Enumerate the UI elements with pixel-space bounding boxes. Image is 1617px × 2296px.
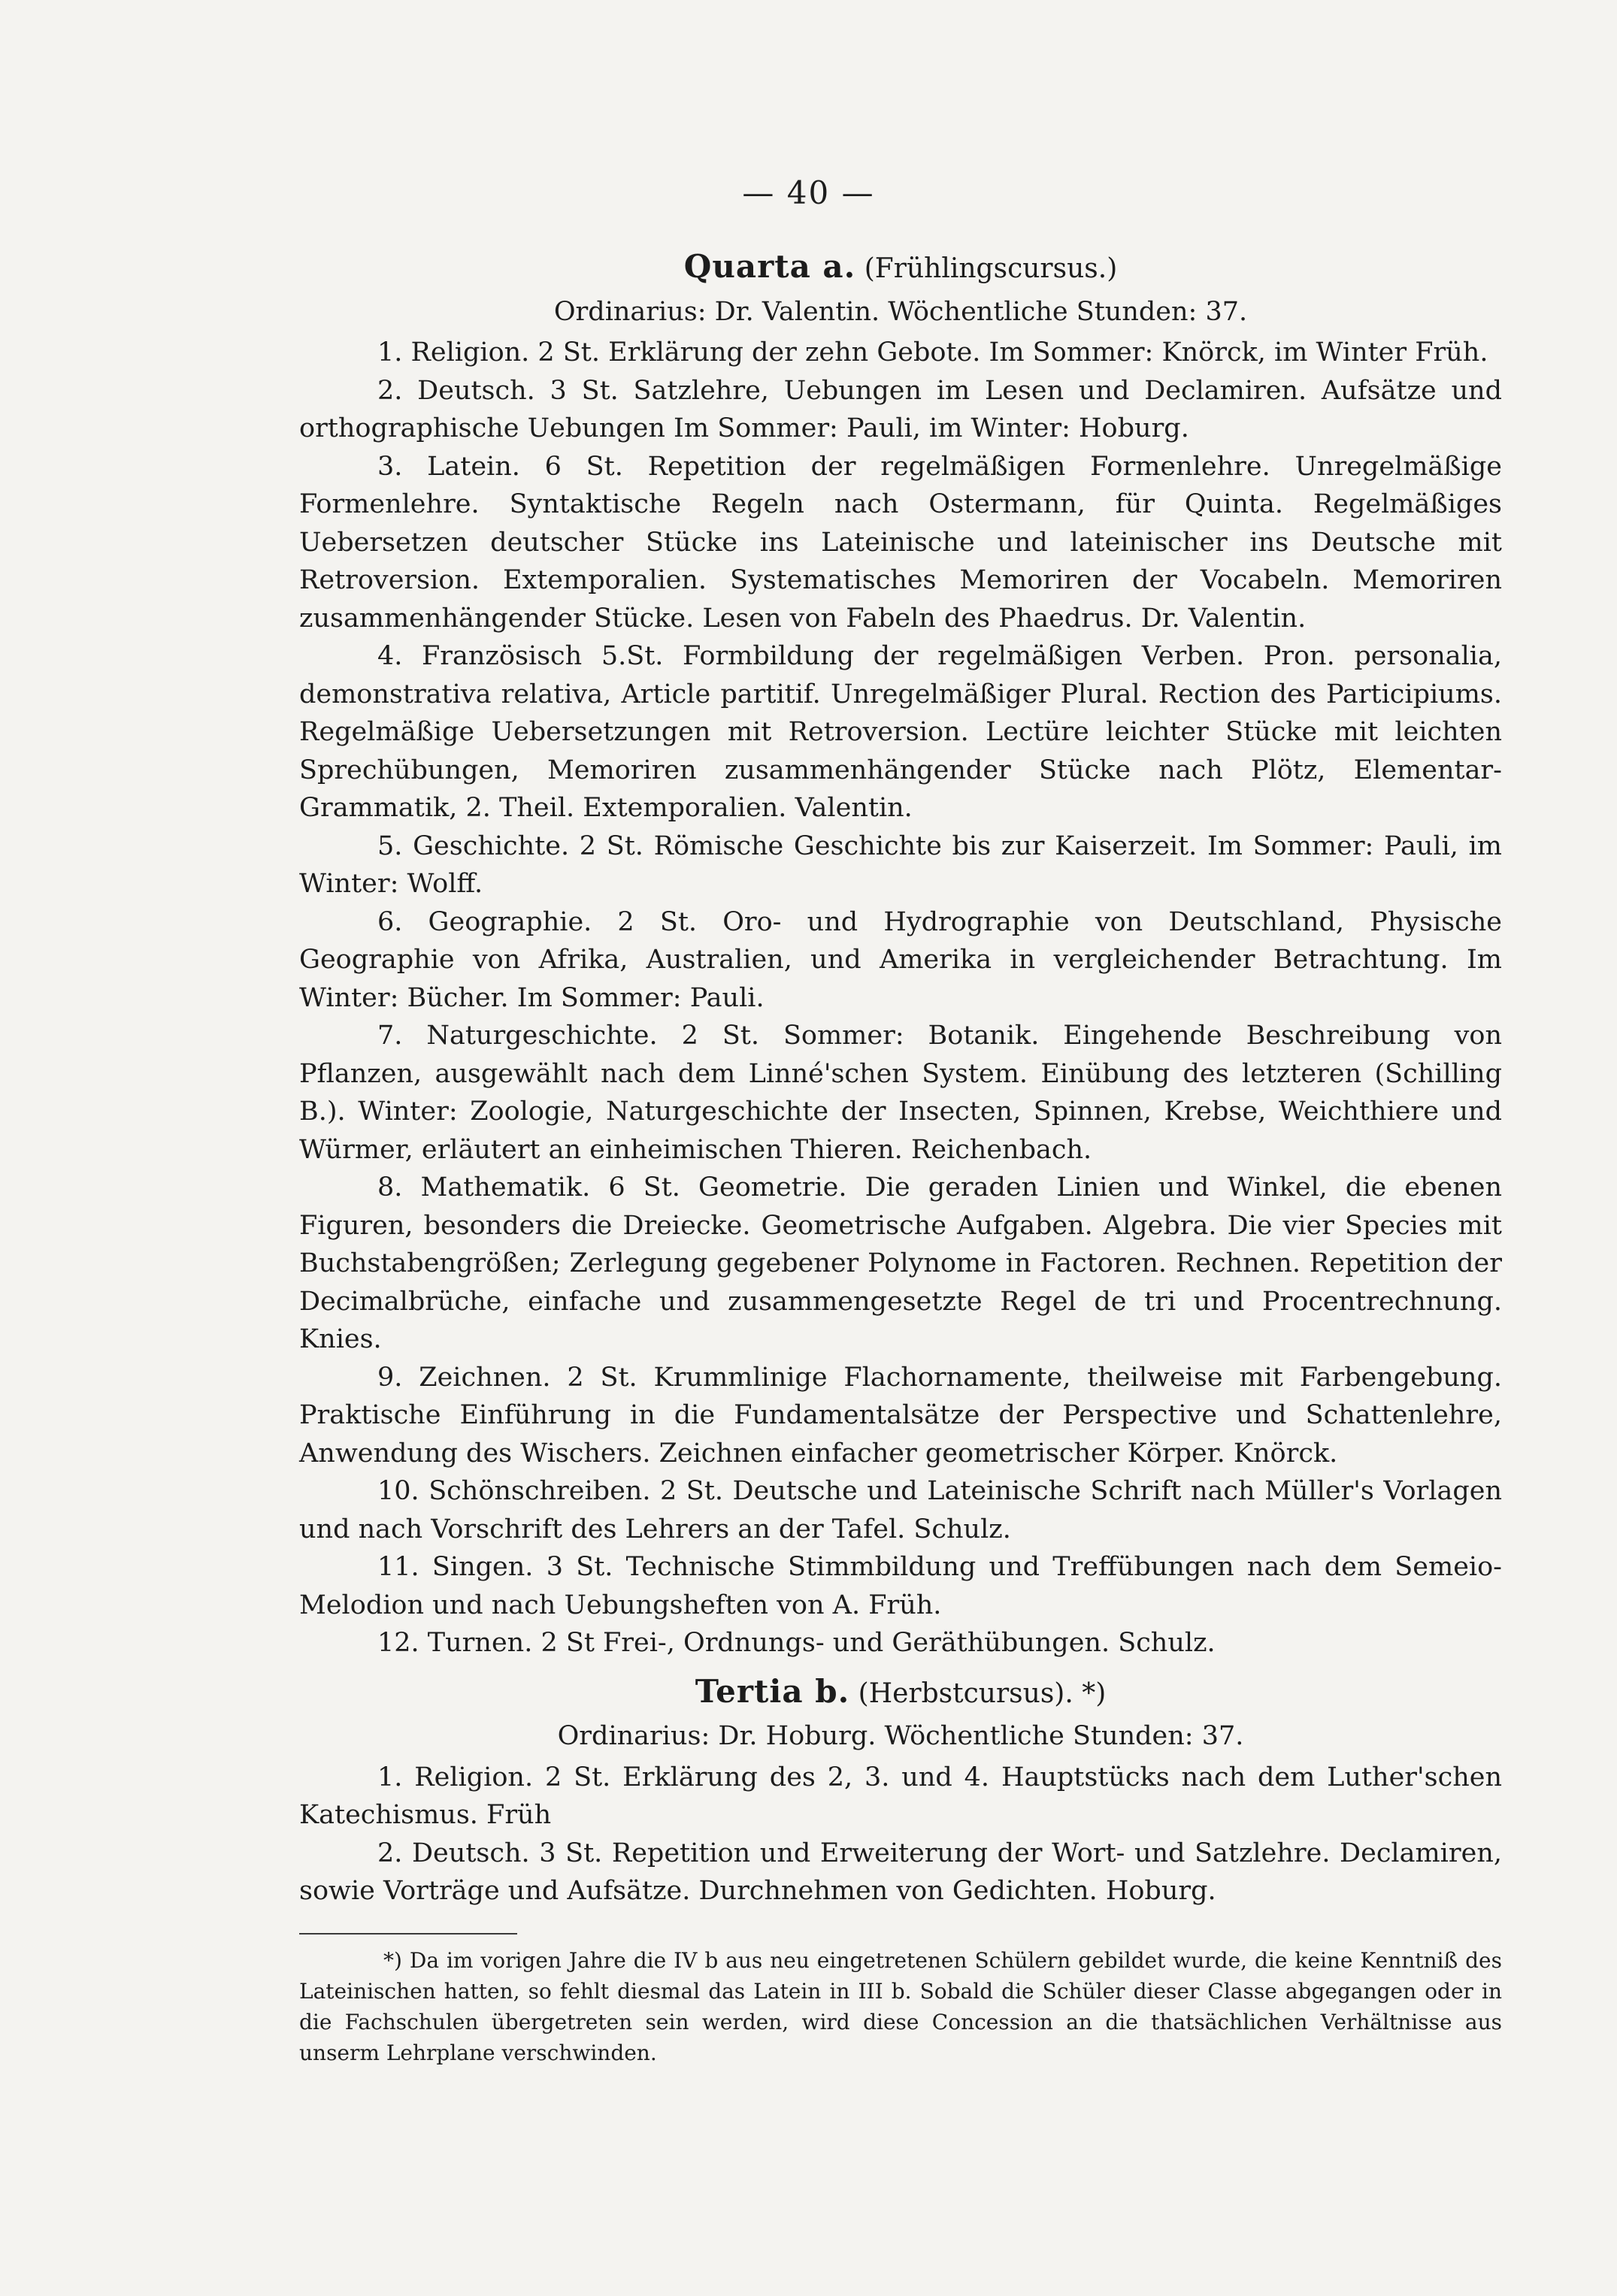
section-subtitle: (Herbstcursus). *) bbox=[858, 1677, 1107, 1709]
subject-zeichnen: 9. Zeichnen. 2 St. Krummlinige Flachornamente, theilweise mit Farbengebung. Praktische Einführung in die Fundamentalsätze der Perspective und Schattenlehre, Anwendung des Wischers. Zeichnen einfacher geometrischer Körper. Knörck. bbox=[299, 1362, 1502, 1469]
section-title: Quarta a. bbox=[683, 248, 856, 285]
subject-singen: 11. Singen. 3 St. Technische Stimmbildung und Treffübungen nach dem Semeio-Melodion und nach Uebungsheften von A. Früh. bbox=[299, 1552, 1502, 1620]
subject-naturgeschichte: 7. Naturgeschichte. 2 St. Sommer: Botanik. Eingehende Beschreibung von Pflanzen, ausgewählt nach dem Linné'schen System. Einübung des letzteren (Schilling B.). Winter: Zoologie, Naturgeschichte der Insecten, Spinnen, Krebse, Weichthiere und Würmer, erläutert an einheimischen Thieren. Reichenbach. bbox=[299, 1021, 1502, 1165]
subject-religion: 1. Religion. 2 St. Erklärung der zehn Gebote. Im Sommer: Knörck, im Winter Früh. bbox=[377, 337, 1488, 368]
subject-deutsch: 2. Deutsch. 3 St. Repetition und Erweiterung der Wort- und Satzlehre. Declamiren, sowie Vorträge und Aufsätze. Durchnehmen von Gedichten. Hoburg. bbox=[299, 1838, 1502, 1906]
ordinarius-line: Ordinarius: Dr. Hoburg. Wöchentliche Stunden: 37. bbox=[557, 1721, 1244, 1751]
section-heading-quarta bbox=[299, 248, 1502, 289]
section-subtitle: (Frühlingscursus.) bbox=[864, 253, 1118, 284]
footnote: *) Da im vorigen Jahre die IV b aus neu eingetretenen Schülern gebildet wurde, die keine Kenntniß des Lateinischen hatten, so fehlt diesmal das Latein in III b. Sobald die Schüler dieser Classe abgegangen oder in die Fachschulen übergetreten sein werden, wird diese Concession an die thatsächlichen Verhältnisse aus unserm Lehrplane verschwinden. bbox=[299, 1947, 1502, 2065]
subject-latein: 3. Latein. 6 St. Repetition der regelmäßigen Formenlehre. Unregelmäßige Formenlehre. Syntaktische Regeln nach Ostermann, für Quinta. Regelmäßiges Uebersetzen deutscher Stücke ins Lateinische und lateinischer ins Deutsche mit Retroversion. Extemporalien. Systematisches Memoriren der Vocabeln. Memoriren zusammenhängender Stücke. Lesen von Fabeln des Phaedrus. Dr. Valentin. bbox=[299, 451, 1502, 634]
subject-geschichte: 5. Geschichte. 2 St. Römische Geschichte bis zur Kaiserzeit. Im Sommer: Pauli, im Winter: Wolff. bbox=[299, 830, 1502, 899]
subject-deutsch: 2. Deutsch. 3 St. Satzlehre, Uebungen im Lesen und Declamiren. Aufsätze und orthographische Uebungen Im Sommer: Pauli, im Winter: Hoburg. bbox=[299, 375, 1502, 443]
section-title: Tertia b. bbox=[695, 1672, 850, 1710]
section-heading-tertia bbox=[299, 1673, 1502, 1714]
subject-schoenschreiben: 10. Schönschreiben. 2 St. Deutsche und Lateinische Schrift nach Müller's Vorlagen und nach Vorschrift des Lehrers an der Tafel. Schulz. bbox=[299, 1476, 1502, 1544]
subject-geographie: 6. Geographie. 2 St. Oro- und Hydrographie von Deutschland, Physische Geographie von Afrika, Australien, und Amerika in vergleichender Betrachtung. Im Winter: Bücher. Im Sommer: Pauli. bbox=[299, 906, 1502, 1013]
subject-mathematik: 8. Mathematik. 6 St. Geometrie. Die geraden Linien und Winkel, die ebenen Figuren, besonders die Dreiecke. Geometrische Aufgaben. Algebra. Die vier Species mit Buchstabengrößen; Zerlegung gegebener Polynome in Factoren. Rechnen. Repetition der Decimalbrüche, einfache und zusammengesetzte Regel de tri und Procentrechnung. Knies. bbox=[299, 1172, 1502, 1354]
ordinarius-line: Ordinarius: Dr. Valentin. Wöchentliche Stunden: 37. bbox=[553, 296, 1248, 327]
footnote-divider bbox=[299, 1933, 517, 1935]
page-number: — 40 — bbox=[742, 174, 875, 211]
page-body bbox=[299, 248, 1502, 2068]
subject-turnen: 12. Turnen. 2 St Frei-, Ordnungs- und Geräthübungen. Schulz. bbox=[377, 1628, 1216, 1658]
subject-religion: 1. Religion. 2 St. Erklärung des 2, 3. und 4. Hauptstücks nach dem Luther'schen Katechismus. Früh bbox=[299, 1762, 1502, 1830]
subject-franzoesisch: 4. Französisch 5.St. Formbildung der regelmäßigen Verben. Pron. personalia, demonstrativa relativa, Article partitif. Unregelmäßiger Plural. Rection des Participiums. Regelmäßige Uebersetzungen mit Retroversion. Lectüre leichter Stücke mit leichten Sprechübungen, Memoriren zusammenhängender Stücke nach Plötz, Elementar-Grammatik, 2. Theil. Extemporalien. Valentin. bbox=[299, 641, 1502, 823]
